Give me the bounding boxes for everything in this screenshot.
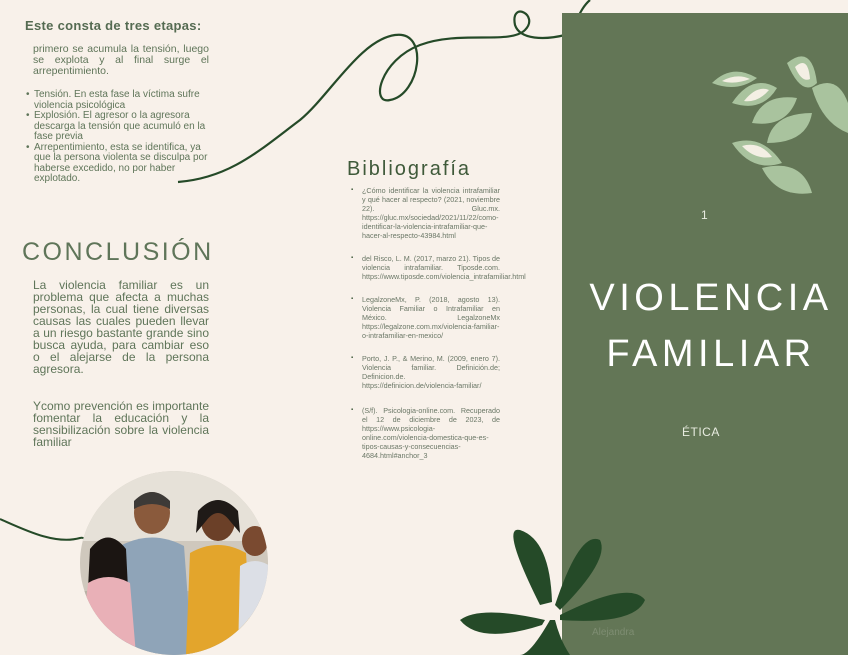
list-item: • Tensión. En esta fase la víctima sufre violencia psicológica: [28, 90, 208, 111]
reference-item: ▪ Porto, J. P., & Merino, M. (2009, enero 7). Violencia familiar. Definición.de; Definicion.de. https://definicion.de/violencia-familiar/: [350, 354, 500, 390]
reference-item: ▪ LegalzoneMx, P. (2018, agosto 13). Violencia Familiar o Intrafamiliar en México. LegalzoneMx https://legalzone.com.mx/violencia-familiar-o-intrafamiliar-en-mexico/: [350, 295, 500, 340]
reference-item: ▪ (S/f). Psicologia-online.com. Recuperado el 12 de diciembre de 2023, de https://www.psicologia-online.com/violencia-domestica-que-es-tipos-causas-y-consecuencias-4684.html#anchor_3: [350, 406, 500, 460]
bibliography-title: Bibliografía: [347, 158, 472, 180]
references-list: [350, 186, 526, 460]
family-photo: [80, 471, 268, 655]
conclusion-paragraph: Ycomo prevención es importante fomentar la educación y la sensibilización sobre la violencia familiar: [33, 399, 209, 449]
author-name: Alejandra: [592, 627, 635, 638]
cover-title-line: VIOLENCIA: [589, 277, 833, 319]
stages-list: [28, 90, 208, 185]
intro-heading: Este consta de tres etapas:: [25, 18, 202, 33]
reference-item: ▪ ¿Cómo identificar la violencia intrafamiliar y qué hacer al respecto? (2021, noviembre 22). Gluc.mx. https://gluc.mx/sociedad/2021/11/22/como-identificar-la-violencia-intrafamiliar-que-hacer-al-respecto-43984.html: [350, 186, 500, 240]
cover-title-line: FAMILIAR: [606, 333, 816, 375]
leaf-branch-icon: [562, 43, 848, 233]
reference-item: ▪ del Risco, L. M. (2017, marzo 21). Tipos de violencia intrafamiliar. Tiposde.com. https://www.tiposde.com/violencia_intrafamiliar.html: [350, 254, 500, 281]
conclusion-title: CONCLUSIÓN: [22, 238, 214, 266]
conclusion-paragraph: La violencia familiar es un problema que afecta a muchas personas, la cual tiene diversas causas las cuales pueden llevar a un riesgo bastante grande sino busca ayuda, para cambiar eso o el alejarse de la persona agresora.: [33, 278, 209, 376]
subject-label: ÉTICA: [682, 425, 720, 439]
list-item: • Explosión. El agresor o la agresora descarga la tensión que acumuló en la fase previa: [28, 111, 208, 143]
page-number: 1: [701, 208, 708, 222]
cover-title: [576, 270, 846, 382]
list-item: • Arrepentimiento, esta se identifica, ya que la persona violenta se disculpa por haberse excedido, no por haber explotado.: [28, 143, 208, 185]
intro-text: primero se acumula la tensión, luego se explota y al final surge el arrepentimiento.: [33, 43, 209, 77]
